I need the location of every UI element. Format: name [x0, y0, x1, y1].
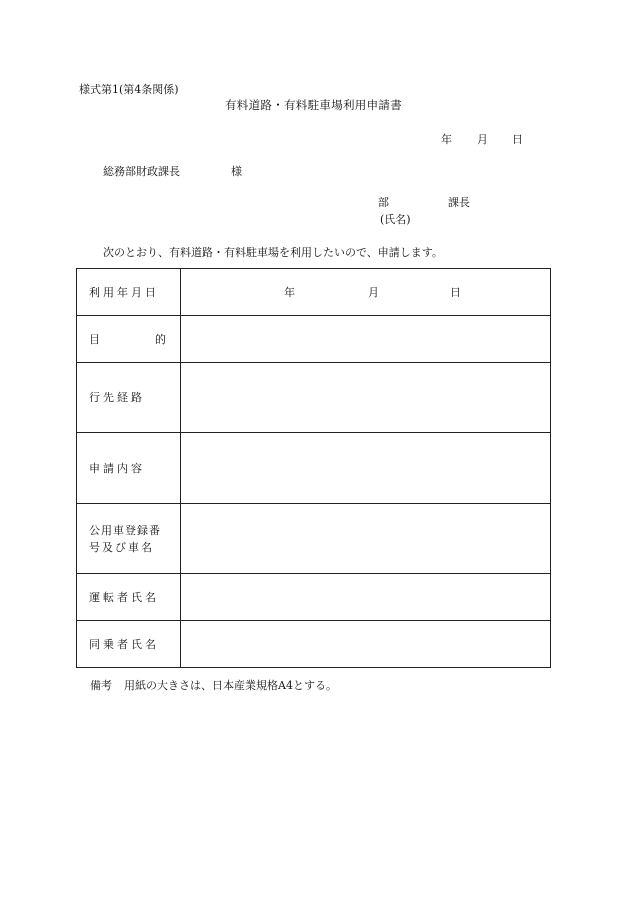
applicant-dept-suffix: 部	[378, 196, 389, 209]
label-usage-date: 利用年月日	[77, 269, 181, 316]
label-purpose	[77, 316, 181, 363]
table-row-vehicle	[77, 504, 551, 574]
table-row-usage-date	[77, 269, 551, 316]
addressee-department: 総務部財政課長	[103, 165, 180, 178]
page-title: 有料道路・有料駐車場利用申請書	[225, 98, 402, 112]
table-row-passengers	[77, 621, 551, 668]
label-vehicle-line2: 号及び車名	[89, 540, 154, 554]
addressee-honorific: 様	[231, 165, 242, 178]
label-driver: 運転者氏名	[77, 574, 181, 621]
note-text: 用紙の大きさは、日本産業規格A4とする。	[124, 679, 337, 692]
label-request-details: 申請内容	[77, 433, 181, 504]
label-route: 行先経路	[77, 363, 181, 433]
applicant-title-suffix: 課長	[448, 196, 470, 209]
applicant-name-label: (氏名)	[380, 213, 411, 226]
usage-date-field[interactable]	[181, 269, 551, 316]
table-row-purpose	[77, 316, 551, 363]
request-details-field[interactable]	[181, 433, 551, 504]
label-purpose-a: 目	[89, 332, 100, 346]
usage-date-day: 日	[450, 286, 461, 299]
vehicle-field[interactable]	[181, 504, 551, 574]
header-date-day: 日	[512, 133, 523, 146]
usage-date-year: 年	[284, 286, 295, 299]
passengers-field[interactable]	[181, 621, 551, 668]
label-vehicle	[77, 504, 181, 574]
route-field[interactable]	[181, 363, 551, 433]
purpose-field[interactable]	[181, 316, 551, 363]
table-row-request-details	[77, 433, 551, 504]
driver-field[interactable]	[181, 574, 551, 621]
table-row-driver	[77, 574, 551, 621]
note-label: 備考	[90, 679, 112, 692]
header-date-month: 月	[477, 133, 488, 146]
table-row-route	[77, 363, 551, 433]
label-vehicle-line1: 公用車登録番	[89, 523, 161, 537]
form-number: 様式第1(第4条関係)	[79, 83, 179, 96]
label-passengers: 同乗者氏名	[77, 621, 181, 668]
label-purpose-b: 的	[155, 332, 166, 346]
intro-text: 次のとおり、有料道路・有料駐車場を利用したいので、申請します。	[103, 246, 443, 259]
application-table	[76, 268, 551, 668]
header-date-year: 年	[441, 133, 452, 146]
usage-date-month: 月	[368, 286, 379, 299]
